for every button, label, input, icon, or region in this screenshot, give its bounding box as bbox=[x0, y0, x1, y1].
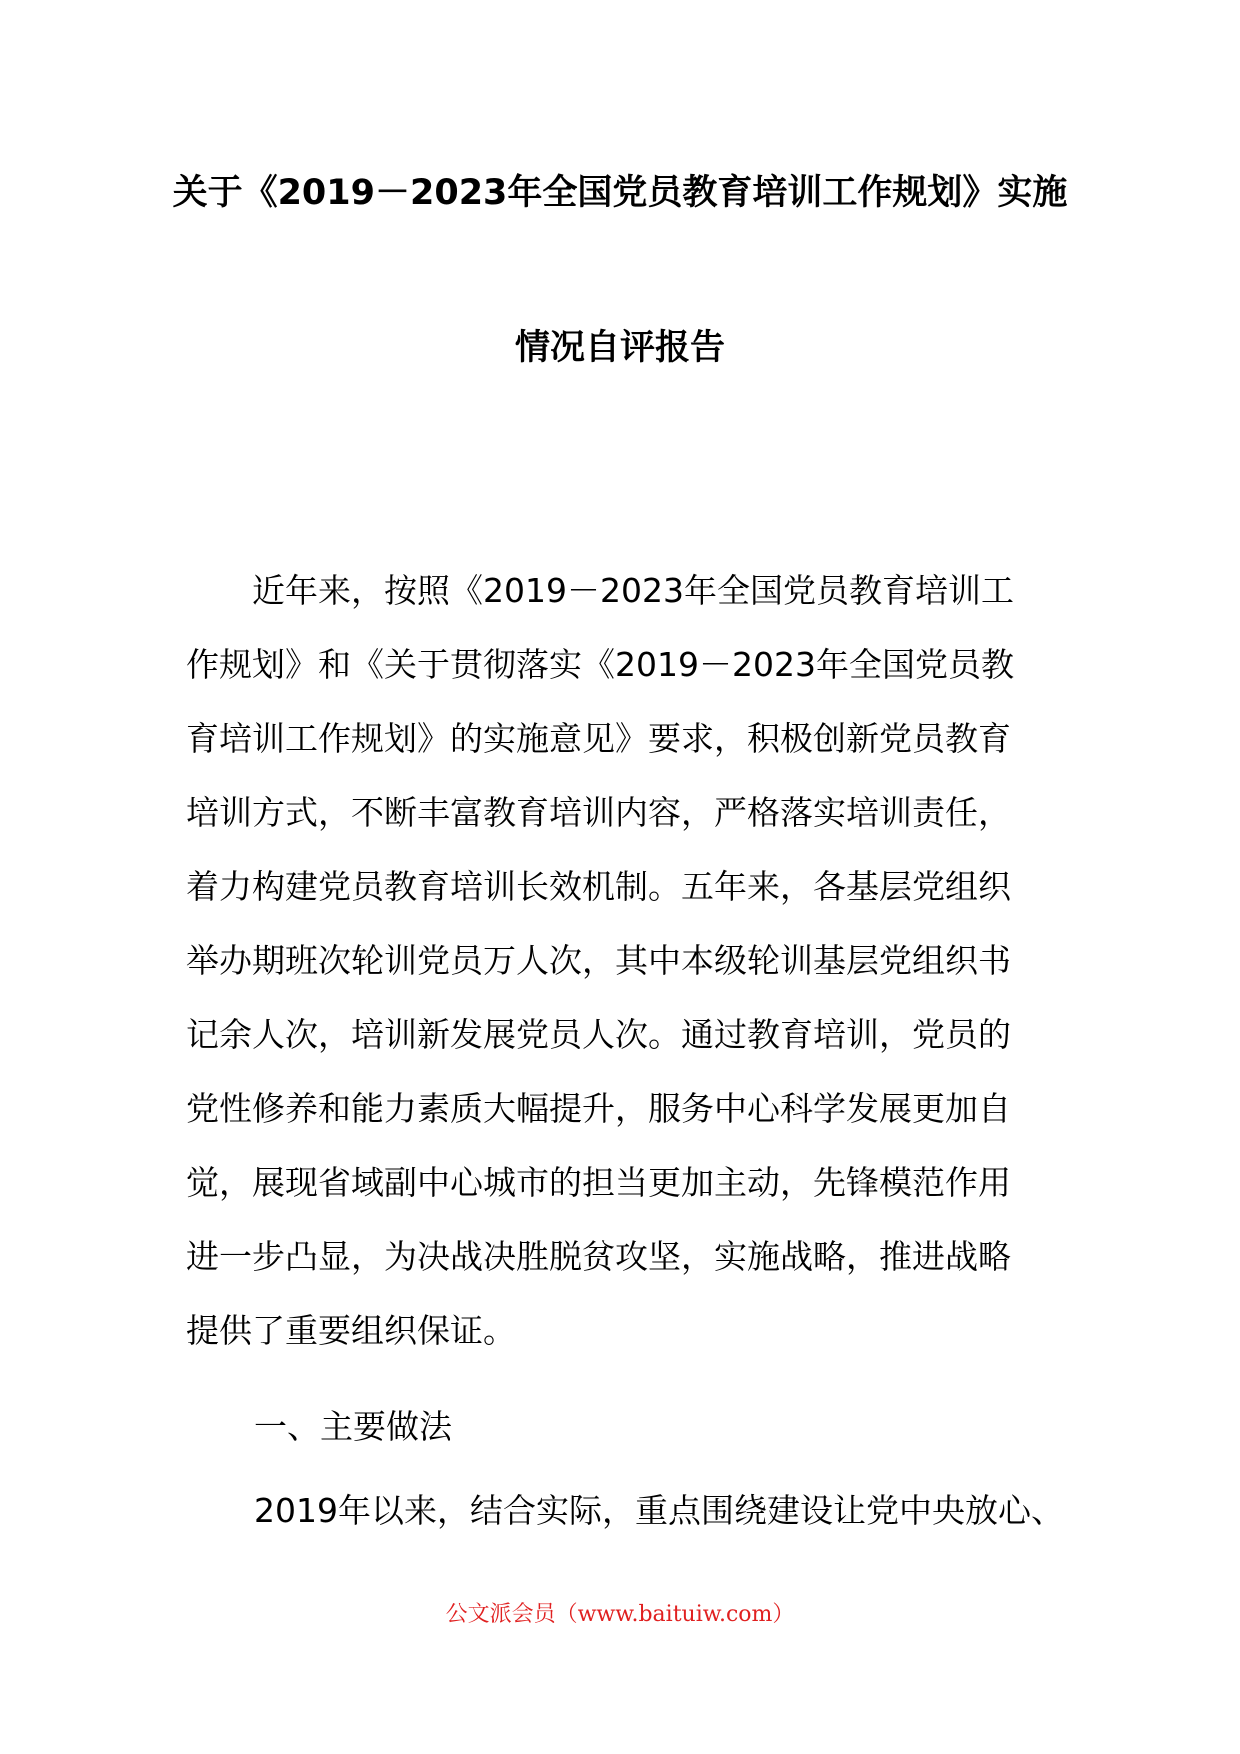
paragraph-line: 作规划》和《关于贯彻落实《2019－2023年全国党员教 bbox=[186, 645, 1014, 684]
document-title-line-1: 关于《2019－2023年全国党员教育培训工作规划》实施 bbox=[172, 173, 1068, 213]
paragraph-line: 培训方式，不断丰富教育培训内容，严格落实培训责任， bbox=[186, 793, 1011, 832]
paragraph-line: 提供了重要组织保证。 bbox=[186, 1311, 516, 1350]
paragraph-line: 觉，展现省域副中心城市的担当更加主动，先锋模范作用 bbox=[186, 1163, 1011, 1202]
paragraph-line: 举办期班次轮训党员万人次，其中本级轮训基层党组织书 bbox=[186, 941, 1011, 980]
paragraph-line: 记余人次，培训新发展党员人次。通过教育培训，党员的 bbox=[186, 1015, 1011, 1054]
paragraph-line: 党性修养和能力素质大幅提升，服务中心科学发展更加自 bbox=[186, 1089, 1011, 1128]
paragraph-practices-start: 2019年以来，结合实际，重点围绕建设让党中央放心、 bbox=[254, 1491, 1064, 1530]
paragraph-line: 进一步凸显，为决战决胜脱贫攻坚，实施战略，推进战略 bbox=[186, 1237, 1011, 1276]
footer-watermark: 公文派会员（www.baituiw.com） bbox=[445, 1602, 795, 1627]
paragraph-line: 育培训工作规划》的实施意见》要求，积极创新党员教育 bbox=[186, 719, 1011, 758]
section-heading-main-practices: 一、主要做法 bbox=[254, 1407, 452, 1446]
paragraph-line: 着力构建党员教育培训长效机制。五年来，各基层党组织 bbox=[186, 867, 1011, 906]
document-title-line-2: 情况自评报告 bbox=[514, 328, 725, 368]
paragraph-intro bbox=[186, 554, 1056, 1368]
paragraph-line: 近年来，按照《2019－2023年全国党员教育培训工 bbox=[186, 571, 1014, 610]
